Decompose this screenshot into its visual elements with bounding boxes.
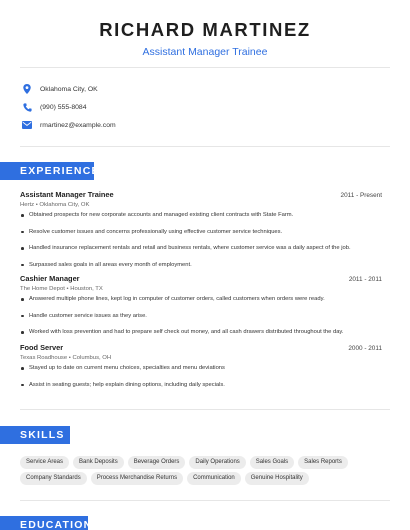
divider <box>20 409 390 410</box>
job-company: The Home Depot • Houston, TX <box>20 286 103 292</box>
bullet-item: Surpassed sales goals in all areas every month of employment. <box>20 262 382 269</box>
skill-chip: Communication <box>187 472 241 485</box>
skill-chip: Service Areas <box>20 456 69 469</box>
bullet-item: Stayed up to date on current menu choices, specialties and menu deviations <box>20 365 382 372</box>
job-title: Cashier Manager <box>20 274 80 283</box>
skill-chip: Bank Deposits <box>73 456 124 469</box>
contact-list <box>20 82 390 132</box>
bullet-item: Handle customer service issues as they arise. <box>20 313 382 320</box>
contact-location-text: Oklahoma City, OK <box>40 85 98 93</box>
job-bullets <box>20 212 382 269</box>
contact-phone-text: (990) 555-8084 <box>40 103 87 111</box>
bullet-item: Assist in seating guests; help explain dining options, including daily specials. <box>20 382 382 389</box>
bullet-item: Worked with loss prevention and had to prepare self check out money, and all cash drawers distributed throughout the day. <box>20 329 382 336</box>
skills-list <box>20 456 390 488</box>
experience-item <box>20 343 382 398</box>
bullet-item: Obtained prospects for new corporate accounts and managed existing client contracts with State Farm. <box>20 212 382 219</box>
email-icon <box>20 118 34 132</box>
job-bullets <box>20 365 382 389</box>
experience-item <box>20 274 382 346</box>
divider <box>20 67 390 68</box>
job-dates: 2011 - Present <box>340 192 382 199</box>
skill-chip: Sales Goals <box>250 456 294 469</box>
skill-chip: Company Standards <box>20 472 87 485</box>
job-dates: 2011 - 2011 <box>348 276 382 283</box>
contact-phone <box>20 100 390 114</box>
job-company: Hertz • Oklahoma City, OK <box>20 202 90 208</box>
skill-chip: Daily Operations <box>189 456 245 469</box>
candidate-role: Assistant Manager Trainee <box>142 46 268 58</box>
job-dates: 2000 - 2011 <box>348 345 382 352</box>
skill-chip: Genuine Hospitality <box>245 472 309 485</box>
bullet-item: Resolve customer issues and concerns professionally using effective customer service techniques. <box>20 229 382 236</box>
divider <box>20 146 390 147</box>
section-skills-heading: SKILLS <box>0 426 70 444</box>
skill-chip: Sales Reports <box>298 456 348 469</box>
bullet-item: Answered multiple phone lines, kept log in computer of customer orders, called customers when orders were ready. <box>20 296 382 303</box>
contact-email[interactable] <box>20 118 390 132</box>
section-experience-heading: EXPERIENCE <box>0 162 94 180</box>
phone-icon <box>20 100 34 114</box>
location-pin-icon <box>20 82 34 96</box>
bullet-item: Handled insurance replacement rentals and retail and business rentals, where customer service was a daily aspect of the job. <box>20 245 382 252</box>
candidate-name: RICHARD MARTINEZ <box>99 19 311 40</box>
skill-chip: Process Merchandise Returns <box>91 472 183 485</box>
skill-chip: Beverage Orders <box>128 456 186 469</box>
section-education-heading: EDUCATION <box>0 516 88 530</box>
divider <box>20 500 390 501</box>
job-title: Assistant Manager Trainee <box>20 190 114 199</box>
contact-email-text[interactable]: rmartinez@example.com <box>40 121 116 129</box>
contact-location <box>20 82 390 96</box>
resume-header <box>0 0 410 58</box>
job-bullets <box>20 296 382 336</box>
job-company: Texas Roadhouse • Columbus, OH <box>20 355 112 361</box>
experience-item <box>20 190 382 278</box>
job-title: Food Server <box>20 343 64 352</box>
